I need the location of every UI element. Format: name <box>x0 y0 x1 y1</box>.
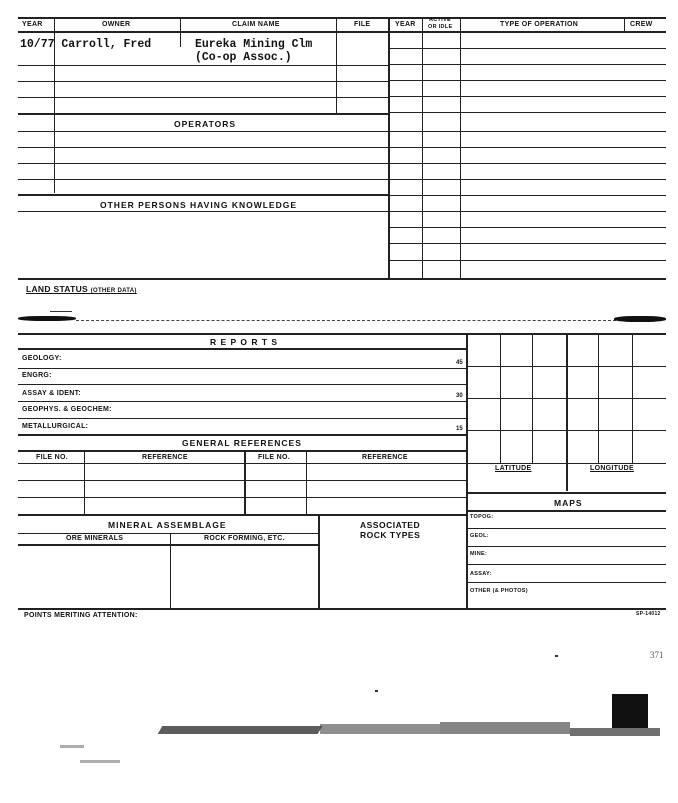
header-year: YEAR <box>22 21 43 28</box>
header-active-1: ACTIVE <box>429 17 451 23</box>
header-year-2: YEAR <box>395 21 416 28</box>
report-metallurgical: METALLURGICAL: <box>22 423 89 430</box>
maps-topog: TOPOG: <box>470 514 494 520</box>
maps-title: MAPS <box>554 498 583 508</box>
maps-assay: ASSAY: <box>470 571 492 577</box>
ref-reference-1: REFERENCE <box>142 454 188 461</box>
report-assay: ASSAY & IDENT: <box>22 390 82 397</box>
reports-heading: R E P O R T S <box>210 337 279 347</box>
header-file: FILE <box>354 21 371 28</box>
longitude-label: LONGITUDE <box>590 465 634 472</box>
land-status-label: LAND STATUS <box>26 284 89 294</box>
ref-file-no-1: FILE NO. <box>36 454 68 461</box>
maps-geol: GEOL: <box>470 533 489 539</box>
rock-types-title-1: ASSOCIATED <box>360 520 421 530</box>
maps-other: OTHER (& PHOTOS) <box>470 588 528 594</box>
header-type-of-operation: TYPE OF OPERATION <box>500 21 579 28</box>
report-num-15: 15 <box>456 426 463 432</box>
header-claim-name: CLAIM NAME <box>232 21 280 28</box>
mineral-assemblage-title: MINERAL ASSEMBLAGE <box>108 520 227 530</box>
rock-forming-label: ROCK FORMING, ETC. <box>204 535 285 542</box>
report-engrg: ENGRG: <box>22 372 52 379</box>
entry-year-owner: 10/77 Carroll, Fred <box>20 38 152 51</box>
report-geology: GEOLOGY: <box>22 355 62 362</box>
ref-reference-2: REFERENCE <box>362 454 408 461</box>
header-active-2: OR IDLE <box>428 24 453 30</box>
report-geophys: GEOPHYS. & GEOCHEM: <box>22 406 112 413</box>
general-references-title: GENERAL REFERENCES <box>182 438 302 448</box>
land-status-title <box>26 284 137 294</box>
ref-file-no-2: FILE NO. <box>258 454 290 461</box>
header-owner: OWNER <box>102 21 131 28</box>
report-num-45: 45 <box>456 360 463 366</box>
header-crew: CREW <box>630 21 653 28</box>
entry-claim-line2: (Co-op Assoc.) <box>195 51 292 64</box>
operators-title: OPERATORS <box>174 119 237 129</box>
entry-claim-line1: Eureka Mining Clm <box>195 38 313 51</box>
page-mark: 371 <box>650 650 664 660</box>
points-meriting-attention: POINTS MERITING ATTENTION: <box>24 612 138 619</box>
rock-types-title-2: ROCK TYPES <box>360 530 421 540</box>
ore-minerals-label: ORE MINERALS <box>66 535 124 542</box>
other-persons-title: OTHER PERSONS HAVING KNOWLEDGE <box>100 200 298 210</box>
land-status-note: (OTHER DATA) <box>90 288 137 294</box>
report-num-30: 30 <box>456 393 463 399</box>
form-code: SP-14012 <box>636 611 661 617</box>
latitude-label: LATITUDE <box>495 465 532 472</box>
maps-mine: MINE: <box>470 551 488 557</box>
